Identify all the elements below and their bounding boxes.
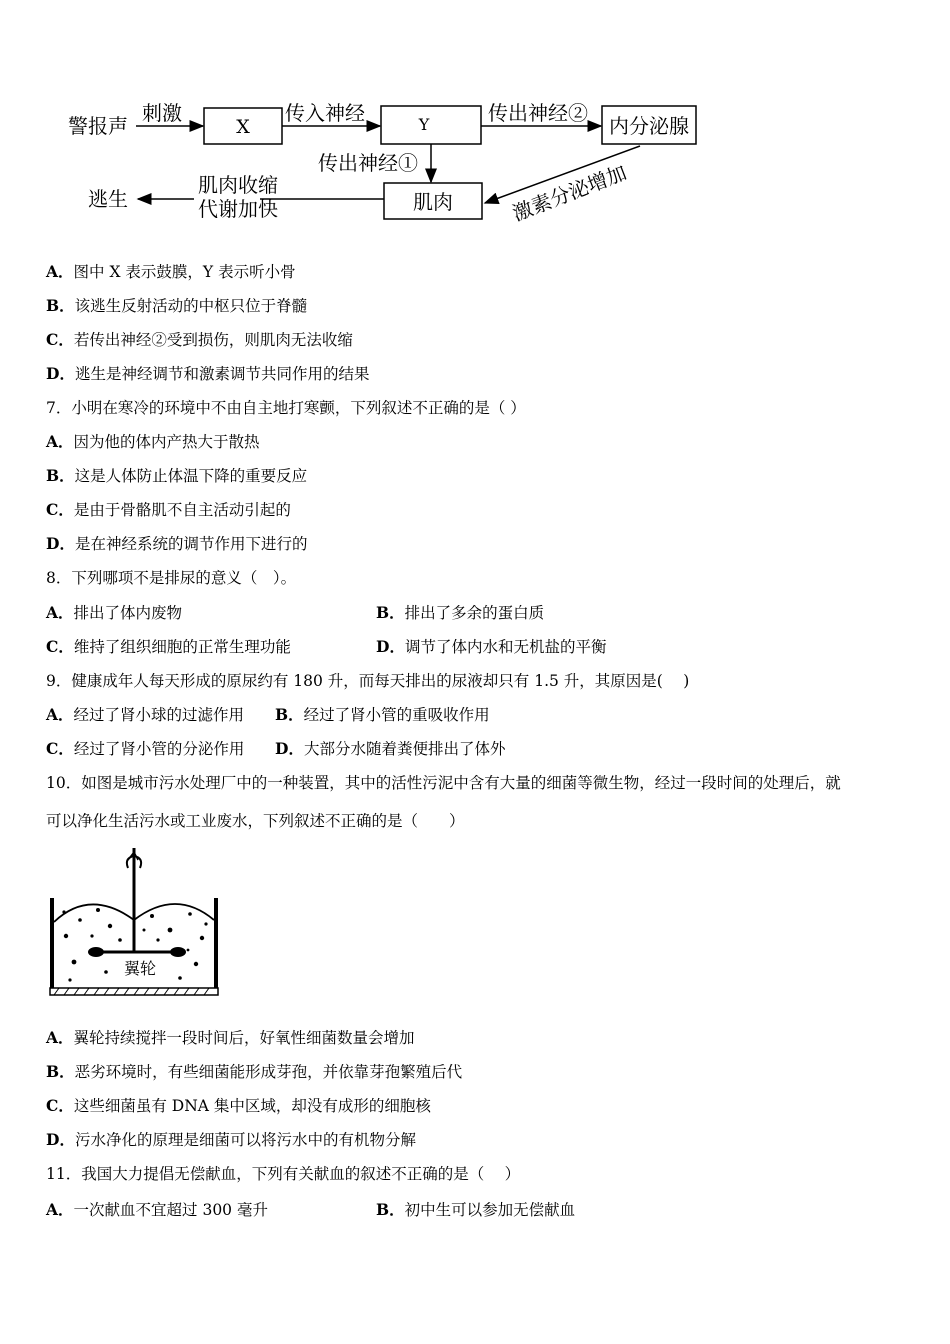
q8-option-a: A．排出了体内废物 bbox=[46, 603, 183, 622]
contract2-label: 代谢加快 bbox=[198, 197, 278, 221]
efferent2-label: 传出神经② bbox=[488, 101, 588, 125]
q7-option-a: A．因为他的体内产热大于散热 bbox=[46, 432, 260, 451]
q9-option-d: D．大部分水随着粪便排出了体外 bbox=[275, 739, 506, 758]
q8-option-b: B．排出了多余的蛋白质 bbox=[376, 603, 545, 622]
q10-option-b: B．恶劣环境时，有些细菌能形成芽孢，并依靠芽孢繁殖后代 bbox=[46, 1062, 463, 1081]
hormone-label: 激素分泌增加 bbox=[509, 160, 630, 226]
q11-option-b: B．初中生可以参加无偿献血 bbox=[376, 1200, 576, 1219]
q6-option-b: B．该逃生反射活动的中枢只位于脊髓 bbox=[46, 296, 308, 315]
reflex-diagram bbox=[0, 0, 950, 240]
alarm-label: 警报声 bbox=[68, 114, 128, 138]
contract1-label: 肌肉收缩 bbox=[198, 173, 278, 197]
q11-option-a: A．一次献血不宜超过 300 毫升 bbox=[46, 1200, 268, 1219]
muscle-label: 肌肉 bbox=[413, 190, 453, 214]
q10-option-c: C．这些细菌虽有 DNA 集中区域，却没有成形的细胞核 bbox=[46, 1096, 431, 1115]
x-label: X bbox=[236, 116, 250, 138]
q7-option-c: C．是由于骨骼肌不自主活动引起的 bbox=[46, 500, 291, 519]
escape-label: 逃生 bbox=[88, 187, 128, 211]
stimulus-label: 刺激 bbox=[142, 101, 182, 125]
q10-stem-line1: 10．如图是城市污水处理厂中的一种装置，其中的活性污泥中含有大量的细菌等微生物，经过一段时间的处理后，就 bbox=[46, 774, 841, 792]
impeller-blade-right bbox=[170, 947, 186, 957]
q8-option-c: C．维持了组织细胞的正常生理功能 bbox=[46, 637, 291, 656]
q8-stem: 8．下列哪项不是排尿的意义（ ）。 bbox=[46, 569, 297, 587]
y-label: Y bbox=[418, 115, 430, 134]
q9-option-b: B．经过了肾小管的重吸收作用 bbox=[275, 705, 490, 724]
efferent1-label: 传出神经① bbox=[318, 151, 418, 175]
q6-option-d: D．逃生是神经调节和激素调节共同作用的结果 bbox=[46, 364, 370, 383]
q6-option-c: C．若传出神经②受到损伤，则肌肉无法收缩 bbox=[46, 330, 353, 349]
afferent-label: 传入神经 bbox=[285, 101, 365, 125]
q7-stem: 7．小明在寒冷的环境中不由自主地打寒颤，下列叙述不正确的是（ ） bbox=[46, 399, 526, 417]
q7-option-b: B．这是人体防止体温下降的重要反应 bbox=[46, 466, 308, 485]
q10-stem-line2: 可以净化生活污水或工业废水，下列叙述不正确的是（ ） bbox=[46, 812, 465, 830]
q10-option-a: A．翼轮持续搅拌一段时间后，好氧性细菌数量会增加 bbox=[46, 1028, 415, 1047]
box-y bbox=[381, 106, 481, 144]
endocrine-label: 内分泌腺 bbox=[609, 114, 689, 138]
q6-option-a: A．图中 X 表示鼓膜，Y 表示听小骨 bbox=[46, 262, 296, 281]
q9-option-a: A．经过了肾小球的过滤作用 bbox=[46, 705, 245, 724]
q9-option-c: C．经过了肾小管的分泌作用 bbox=[46, 739, 245, 758]
q10-option-d: D．污水净化的原理是细菌可以将污水中的有机物分解 bbox=[46, 1130, 416, 1149]
impeller-blade-left bbox=[88, 947, 104, 957]
q11-stem: 11．我国大力提倡无偿献血，下列有关献血的叙述不正确的是（ ） bbox=[46, 1165, 521, 1183]
sewage-tank-diagram bbox=[40, 840, 270, 1010]
q8-option-d: D．调节了体内水和无机盐的平衡 bbox=[376, 637, 607, 656]
q7-option-d: D．是在神经系统的调节作用下进行的 bbox=[46, 534, 308, 553]
q9-stem: 9．健康成年人每天形成的原尿约有 180 升，而每天排出的尿液却只有 1.5 升，其原因是( ) bbox=[46, 672, 690, 690]
impeller-label: 翼轮 bbox=[124, 959, 157, 978]
